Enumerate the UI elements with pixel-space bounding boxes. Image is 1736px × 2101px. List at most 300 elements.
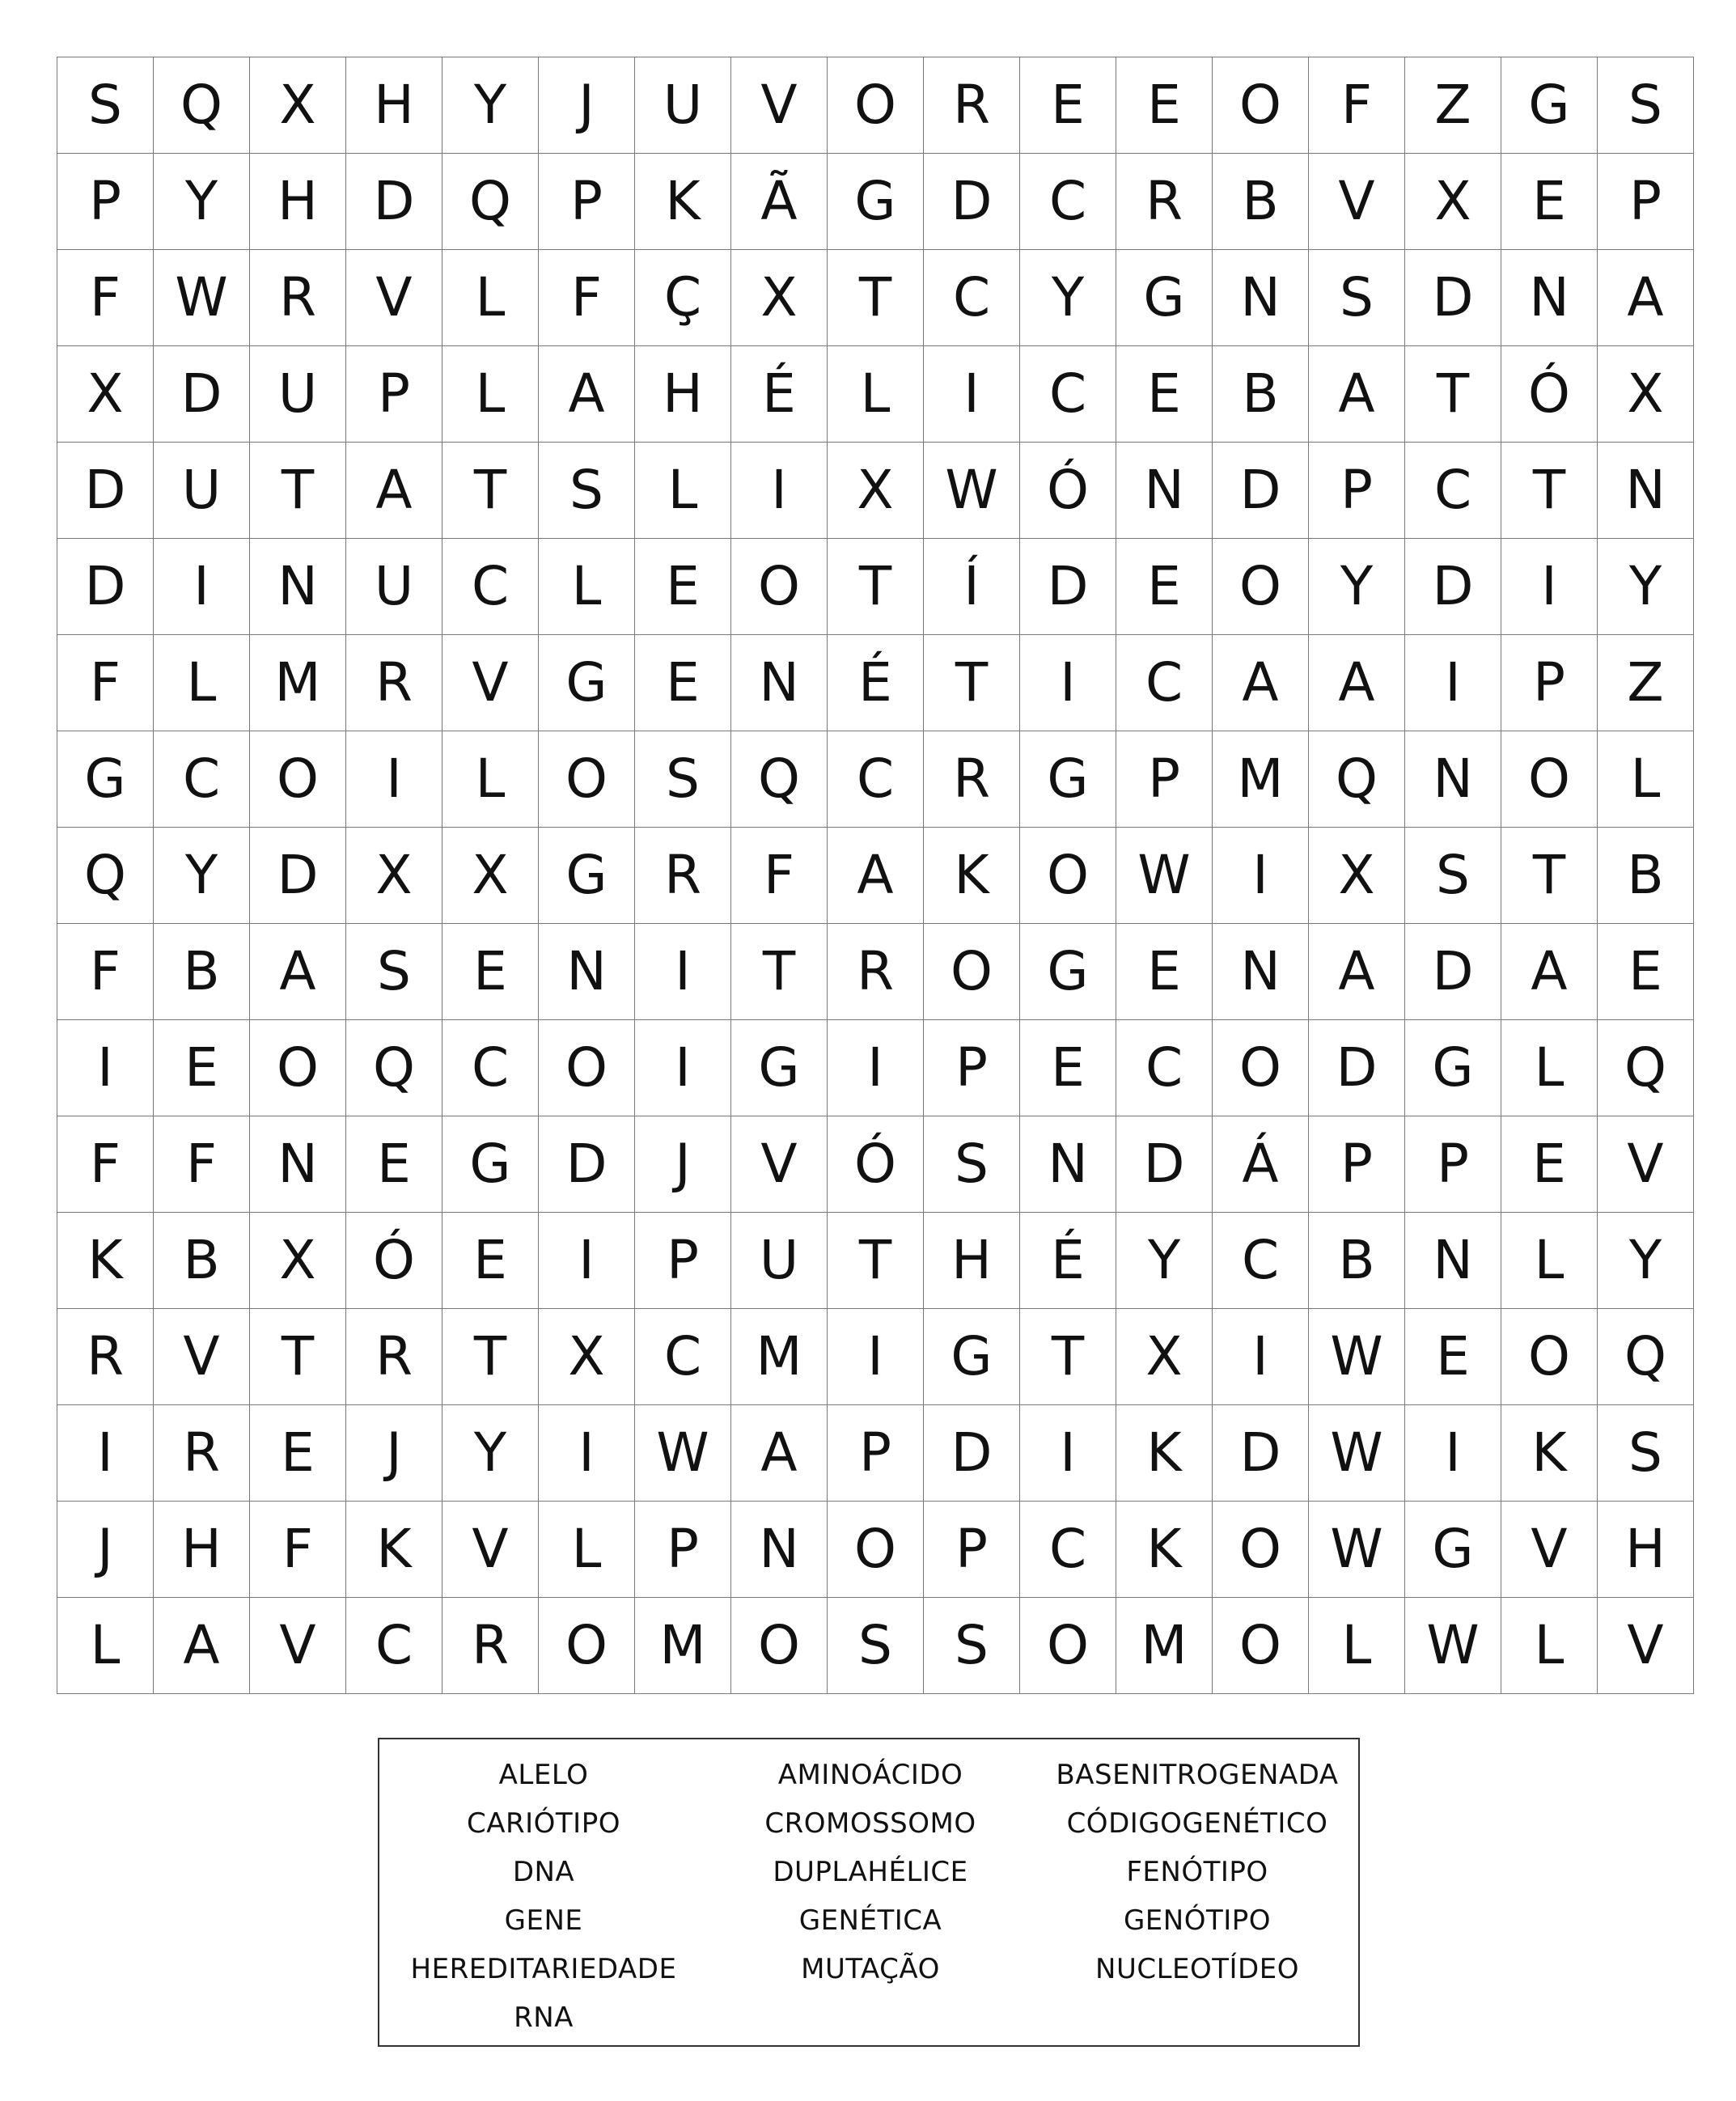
grid-cell[interactable]: I (346, 731, 442, 828)
grid-cell[interactable]: S (828, 1598, 924, 1694)
grid-cell[interactable]: F (57, 1116, 154, 1213)
grid-cell[interactable]: O (1020, 828, 1116, 924)
letter-grid (57, 57, 1694, 1694)
grid-cell[interactable]: O (924, 924, 1020, 1020)
grid-cell[interactable]: B (154, 924, 250, 1020)
grid-cell[interactable]: E (442, 1213, 539, 1309)
grid-cell[interactable]: B (154, 1213, 250, 1309)
grid-row (57, 828, 1694, 924)
grid-cell[interactable]: I (57, 1020, 154, 1116)
grid-cell[interactable]: O (539, 1598, 635, 1694)
grid-cell[interactable]: K (57, 1213, 154, 1309)
grid-cell[interactable]: A (539, 346, 635, 443)
grid-cell[interactable]: Q (731, 731, 828, 828)
grid-cell[interactable]: A (1309, 635, 1405, 731)
grid-cell[interactable]: I (57, 1405, 154, 1502)
grid-cell[interactable]: L (1501, 1213, 1598, 1309)
grid-cell[interactable]: T (250, 443, 346, 539)
grid-cell[interactable]: T (1501, 828, 1598, 924)
grid-cell[interactable]: S (1405, 828, 1501, 924)
grid-cell[interactable]: P (828, 1405, 924, 1502)
grid-cell[interactable]: K (1116, 1502, 1213, 1598)
grid-cell[interactable]: T (828, 250, 924, 346)
grid-cell[interactable]: V (731, 57, 828, 154)
grid-cell[interactable]: O (828, 57, 924, 154)
grid-cell[interactable]: T (442, 443, 539, 539)
grid-cell[interactable]: C (1020, 1502, 1116, 1598)
grid-cell[interactable]: B (1213, 346, 1309, 443)
grid-cell[interactable]: G (539, 635, 635, 731)
grid-cell[interactable]: E (1116, 57, 1213, 154)
grid-cell[interactable]: D (539, 1116, 635, 1213)
grid-cell[interactable]: R (346, 1309, 442, 1405)
grid-cell[interactable]: N (1501, 250, 1598, 346)
grid-cell[interactable]: O (828, 1502, 924, 1598)
grid-cell[interactable]: T (250, 1309, 346, 1405)
grid-cell[interactable]: A (731, 1405, 828, 1502)
grid-cell[interactable]: D (346, 154, 442, 250)
grid-cell[interactable]: E (1020, 1020, 1116, 1116)
grid-row (57, 539, 1694, 635)
word-list-item: CÓDIGOGENÉTICO (1066, 1807, 1328, 1840)
grid-cell[interactable]: Q (154, 57, 250, 154)
grid-cell[interactable]: N (539, 924, 635, 1020)
grid-cell[interactable]: X (1116, 1309, 1213, 1405)
grid-cell[interactable]: X (57, 346, 154, 443)
grid-cell[interactable]: A (828, 828, 924, 924)
grid-cell[interactable]: U (635, 57, 731, 154)
grid-cell[interactable]: W (1309, 1309, 1405, 1405)
grid-cell[interactable]: L (154, 635, 250, 731)
word-list-item: RNA (514, 2001, 574, 2034)
grid-cell[interactable]: T (731, 924, 828, 1020)
grid-cell[interactable]: D (154, 346, 250, 443)
grid-cell[interactable]: C (154, 731, 250, 828)
grid-cell[interactable]: S (1598, 57, 1694, 154)
grid-cell[interactable]: F (731, 828, 828, 924)
grid-cell[interactable]: T (442, 1309, 539, 1405)
grid-cell[interactable]: L (1501, 1598, 1598, 1694)
grid-cell[interactable]: A (154, 1598, 250, 1694)
grid-cell[interactable]: M (731, 1309, 828, 1405)
grid-cell[interactable]: O (731, 1598, 828, 1694)
grid-cell[interactable]: E (346, 1116, 442, 1213)
grid-cell[interactable]: Ó (1501, 346, 1598, 443)
grid-cell[interactable]: L (57, 1598, 154, 1694)
grid-cell[interactable]: S (1598, 1405, 1694, 1502)
grid-cell[interactable]: T (828, 1213, 924, 1309)
grid-cell[interactable]: P (539, 154, 635, 250)
grid-cell[interactable]: S (635, 731, 731, 828)
grid-cell[interactable]: E (442, 924, 539, 1020)
grid-cell[interactable]: É (828, 635, 924, 731)
grid-cell[interactable]: Y (1598, 1213, 1694, 1309)
grid-cell[interactable]: V (1309, 154, 1405, 250)
grid-cell[interactable]: N (250, 539, 346, 635)
grid-cell[interactable]: O (1501, 1309, 1598, 1405)
grid-cell[interactable]: G (731, 1020, 828, 1116)
grid-cell[interactable]: Ó (1020, 443, 1116, 539)
grid-cell[interactable]: T (1405, 346, 1501, 443)
word-list-item: FENÓTIPO (1126, 1856, 1268, 1888)
grid-cell[interactable]: A (1501, 924, 1598, 1020)
grid-cell[interactable]: F (250, 1502, 346, 1598)
grid-cell[interactable]: X (346, 828, 442, 924)
grid-cell[interactable]: L (1309, 1598, 1405, 1694)
grid-cell[interactable]: X (250, 1213, 346, 1309)
grid-cell[interactable]: X (539, 1309, 635, 1405)
grid-cell[interactable]: V (1501, 1502, 1598, 1598)
grid-cell[interactable]: G (1020, 731, 1116, 828)
grid-cell[interactable]: D (1020, 539, 1116, 635)
grid-cell[interactable]: H (635, 346, 731, 443)
grid-cell[interactable]: Y (1598, 539, 1694, 635)
grid-cell[interactable]: O (250, 731, 346, 828)
grid-cell[interactable]: O (1213, 57, 1309, 154)
grid-cell[interactable]: N (1213, 250, 1309, 346)
grid-cell[interactable]: H (924, 1213, 1020, 1309)
grid-cell[interactable]: N (250, 1116, 346, 1213)
grid-cell[interactable]: V (1598, 1598, 1694, 1694)
grid-cell[interactable]: G (924, 1309, 1020, 1405)
grid-cell[interactable]: U (731, 1213, 828, 1309)
grid-cell[interactable]: E (1116, 539, 1213, 635)
grid-cell[interactable]: C (1116, 1020, 1213, 1116)
grid-cell[interactable]: P (1405, 1116, 1501, 1213)
grid-cell[interactable]: I (1405, 1405, 1501, 1502)
grid-cell[interactable]: C (1020, 154, 1116, 250)
grid-cell[interactable]: A (1309, 346, 1405, 443)
grid-cell[interactable]: L (1501, 1020, 1598, 1116)
grid-cell[interactable]: N (731, 635, 828, 731)
grid-cell[interactable]: C (635, 1309, 731, 1405)
grid-cell[interactable]: S (346, 924, 442, 1020)
grid-cell[interactable]: L (635, 443, 731, 539)
grid-cell[interactable]: N (1116, 443, 1213, 539)
grid-cell[interactable]: C (1020, 346, 1116, 443)
grid-cell[interactable]: X (1309, 828, 1405, 924)
grid-cell[interactable]: G (539, 828, 635, 924)
grid-cell[interactable]: V (1598, 1116, 1694, 1213)
grid-cell[interactable]: I (828, 1309, 924, 1405)
grid-cell[interactable]: R (154, 1405, 250, 1502)
grid-cell[interactable]: G (1405, 1020, 1501, 1116)
grid-cell[interactable]: P (1501, 635, 1598, 731)
grid-cell[interactable]: I (828, 1020, 924, 1116)
grid-cell[interactable]: L (539, 1502, 635, 1598)
grid-cell[interactable]: Y (1116, 1213, 1213, 1309)
grid-cell[interactable]: O (1213, 1598, 1309, 1694)
grid-cell[interactable]: O (250, 1020, 346, 1116)
grid-cell[interactable]: A (346, 443, 442, 539)
grid-cell[interactable]: L (1598, 731, 1694, 828)
grid-cell[interactable]: G (442, 1116, 539, 1213)
grid-cell[interactable]: Q (57, 828, 154, 924)
grid-cell[interactable]: G (1116, 250, 1213, 346)
grid-cell[interactable]: V (442, 635, 539, 731)
grid-cell[interactable]: Q (1309, 731, 1405, 828)
grid-cell[interactable]: O (1020, 1598, 1116, 1694)
grid-cell[interactable]: H (250, 154, 346, 250)
grid-cell[interactable]: E (1501, 1116, 1598, 1213)
grid-cell[interactable]: P (1598, 154, 1694, 250)
grid-cell[interactable]: F (57, 635, 154, 731)
grid-cell[interactable]: C (828, 731, 924, 828)
grid-cell[interactable]: D (1405, 539, 1501, 635)
grid-cell[interactable]: U (346, 539, 442, 635)
grid-cell[interactable]: G (1405, 1502, 1501, 1598)
grid-cell[interactable]: X (828, 443, 924, 539)
grid-cell[interactable]: J (539, 57, 635, 154)
grid-cell[interactable]: O (539, 1020, 635, 1116)
grid-cell[interactable]: E (1020, 57, 1116, 154)
grid-cell[interactable]: A (1213, 635, 1309, 731)
grid-cell[interactable]: I (924, 346, 1020, 443)
grid-cell[interactable]: P (57, 154, 154, 250)
grid-cell[interactable]: P (635, 1502, 731, 1598)
grid-cell[interactable]: R (442, 1598, 539, 1694)
grid-cell[interactable]: R (924, 731, 1020, 828)
grid-cell[interactable]: I (1501, 539, 1598, 635)
grid-cell[interactable]: H (1598, 1502, 1694, 1598)
grid-cell[interactable]: S (924, 1598, 1020, 1694)
grid-cell[interactable]: O (731, 539, 828, 635)
grid-cell[interactable]: Z (1405, 57, 1501, 154)
grid-cell[interactable]: G (1501, 57, 1598, 154)
grid-cell[interactable]: J (346, 1405, 442, 1502)
grid-cell[interactable]: Y (442, 57, 539, 154)
grid-cell[interactable]: D (250, 828, 346, 924)
grid-cell[interactable]: C (1405, 443, 1501, 539)
grid-cell[interactable]: Í (924, 539, 1020, 635)
grid-cell[interactable]: I (1213, 1309, 1309, 1405)
grid-cell[interactable]: K (1116, 1405, 1213, 1502)
grid-cell[interactable]: D (1309, 1020, 1405, 1116)
grid-cell[interactable]: W (635, 1405, 731, 1502)
grid-cell[interactable]: D (1405, 250, 1501, 346)
grid-cell[interactable]: V (250, 1598, 346, 1694)
grid-cell[interactable]: F (57, 250, 154, 346)
grid-cell[interactable]: B (1598, 828, 1694, 924)
grid-cell[interactable]: P (924, 1502, 1020, 1598)
grid-cell[interactable]: K (924, 828, 1020, 924)
grid-cell[interactable]: C (346, 1598, 442, 1694)
grid-cell[interactable]: E (250, 1405, 346, 1502)
grid-cell[interactable]: C (1116, 635, 1213, 731)
grid-cell[interactable]: P (924, 1020, 1020, 1116)
grid-row (57, 635, 1694, 731)
grid-cell[interactable]: Y (1020, 250, 1116, 346)
grid-cell[interactable]: U (250, 346, 346, 443)
grid-cell[interactable]: V (731, 1116, 828, 1213)
grid-cell[interactable]: E (1116, 924, 1213, 1020)
grid-cell[interactable]: G (57, 731, 154, 828)
grid-cell[interactable]: I (1213, 828, 1309, 924)
grid-cell[interactable]: X (731, 250, 828, 346)
grid-cell[interactable]: T (924, 635, 1020, 731)
grid-cell[interactable]: R (924, 57, 1020, 154)
grid-cell[interactable]: Ó (828, 1116, 924, 1213)
grid-cell[interactable]: N (1020, 1116, 1116, 1213)
grid-cell[interactable]: F (539, 250, 635, 346)
grid-cell[interactable]: F (57, 924, 154, 1020)
grid-cell[interactable]: G (828, 154, 924, 250)
word-list-item: NUCLEOTÍDEO (1095, 1953, 1299, 1985)
grid-cell[interactable]: E (1598, 924, 1694, 1020)
grid-cell[interactable]: M (1213, 731, 1309, 828)
grid-cell[interactable]: I (635, 1020, 731, 1116)
grid-cell[interactable]: D (1116, 1116, 1213, 1213)
grid-cell[interactable]: P (1309, 443, 1405, 539)
grid-cell[interactable]: P (1309, 1116, 1405, 1213)
grid-cell[interactable]: D (1213, 1405, 1309, 1502)
grid-cell[interactable]: L (442, 250, 539, 346)
grid-cell[interactable]: B (1213, 154, 1309, 250)
grid-cell[interactable]: Á (1213, 1116, 1309, 1213)
grid-cell[interactable]: D (1213, 443, 1309, 539)
grid-cell[interactable]: T (828, 539, 924, 635)
grid-cell[interactable]: J (57, 1502, 154, 1598)
grid-cell[interactable]: C (442, 1020, 539, 1116)
grid-cell[interactable]: Ã (731, 154, 828, 250)
grid-cell[interactable]: H (154, 1502, 250, 1598)
grid-cell[interactable]: M (635, 1598, 731, 1694)
grid-cell[interactable]: R (828, 924, 924, 1020)
grid-cell[interactable]: Y (442, 1405, 539, 1502)
grid-cell[interactable]: T (1501, 443, 1598, 539)
word-list-column (709, 1751, 1032, 1993)
grid-cell[interactable]: O (1213, 1502, 1309, 1598)
grid-cell[interactable]: O (1213, 539, 1309, 635)
grid-cell[interactable]: W (154, 250, 250, 346)
grid-cell[interactable]: V (346, 250, 442, 346)
grid-cell[interactable]: R (346, 635, 442, 731)
grid-cell[interactable]: O (1213, 1020, 1309, 1116)
grid-cell[interactable]: O (1501, 731, 1598, 828)
grid-cell[interactable]: É (1020, 1213, 1116, 1309)
grid-cell[interactable]: J (635, 1116, 731, 1213)
grid-cell[interactable]: D (924, 154, 1020, 250)
grid-cell[interactable]: N (1405, 731, 1501, 828)
grid-cell[interactable]: I (1020, 635, 1116, 731)
grid-cell[interactable]: Q (442, 154, 539, 250)
grid-cell[interactable]: Q (346, 1020, 442, 1116)
grid-cell[interactable]: D (57, 539, 154, 635)
grid-cell[interactable]: R (635, 828, 731, 924)
grid-cell[interactable]: A (250, 924, 346, 1020)
grid-cell[interactable]: A (1309, 924, 1405, 1020)
grid-cell[interactable]: Q (1598, 1020, 1694, 1116)
grid-cell[interactable]: S (1309, 250, 1405, 346)
grid-cell[interactable]: M (250, 635, 346, 731)
grid-cell[interactable]: I (154, 539, 250, 635)
grid-cell[interactable]: W (1309, 1405, 1405, 1502)
grid-cell[interactable]: F (154, 1116, 250, 1213)
grid-cell[interactable]: T (1020, 1309, 1116, 1405)
grid-cell[interactable]: Z (1598, 635, 1694, 731)
grid-cell[interactable]: K (635, 154, 731, 250)
grid-cell[interactable]: I (539, 1405, 635, 1502)
grid-cell[interactable]: F (1309, 57, 1405, 154)
grid-cell[interactable]: E (154, 1020, 250, 1116)
grid-cell[interactable]: W (924, 443, 1020, 539)
grid-cell[interactable]: X (250, 57, 346, 154)
grid-cell[interactable]: V (442, 1502, 539, 1598)
grid-cell[interactable]: R (1116, 154, 1213, 250)
grid-cell[interactable]: R (57, 1309, 154, 1405)
grid-cell[interactable]: Y (154, 154, 250, 250)
grid-cell[interactable]: Y (1309, 539, 1405, 635)
grid-cell[interactable]: K (346, 1502, 442, 1598)
grid-cell[interactable]: I (635, 924, 731, 1020)
grid-cell[interactable]: D (924, 1405, 1020, 1502)
grid-cell[interactable]: C (442, 539, 539, 635)
grid-cell[interactable]: L (539, 539, 635, 635)
grid-cell[interactable]: X (442, 828, 539, 924)
grid-cell[interactable]: E (1501, 154, 1598, 250)
grid-cell[interactable]: W (1116, 828, 1213, 924)
grid-cell[interactable]: S (539, 443, 635, 539)
grid-cell[interactable]: E (635, 635, 731, 731)
grid-cell[interactable]: P (346, 346, 442, 443)
grid-cell[interactable]: Y (154, 828, 250, 924)
grid-cell[interactable]: Ó (346, 1213, 442, 1309)
grid-row (57, 250, 1694, 346)
grid-cell[interactable]: L (442, 346, 539, 443)
grid-cell[interactable]: N (1213, 924, 1309, 1020)
grid-cell[interactable]: D (57, 443, 154, 539)
grid-cell[interactable]: M (1116, 1598, 1213, 1694)
grid-cell[interactable]: K (1501, 1405, 1598, 1502)
grid-cell[interactable]: N (1598, 443, 1694, 539)
grid-cell[interactable]: Q (1598, 1309, 1694, 1405)
grid-cell[interactable]: H (346, 57, 442, 154)
grid-cell[interactable]: E (1405, 1309, 1501, 1405)
grid-cell[interactable]: D (1405, 924, 1501, 1020)
grid-cell[interactable]: E (635, 539, 731, 635)
grid-cell[interactable]: É (731, 346, 828, 443)
grid-cell[interactable]: I (731, 443, 828, 539)
grid-cell[interactable]: X (1598, 346, 1694, 443)
grid-cell[interactable]: L (442, 731, 539, 828)
grid-cell[interactable]: L (828, 346, 924, 443)
grid-cell[interactable]: C (1213, 1213, 1309, 1309)
grid-cell[interactable]: I (539, 1213, 635, 1309)
grid-cell[interactable]: C (924, 250, 1020, 346)
grid-cell[interactable]: Ç (635, 250, 731, 346)
grid-cell[interactable]: X (1405, 154, 1501, 250)
grid-cell[interactable]: N (1405, 1213, 1501, 1309)
grid-cell[interactable]: U (154, 443, 250, 539)
grid-cell[interactable]: W (1309, 1502, 1405, 1598)
grid-cell[interactable]: P (635, 1213, 731, 1309)
grid-cell[interactable]: W (1405, 1598, 1501, 1694)
grid-cell[interactable]: S (924, 1116, 1020, 1213)
word-list-item: HEREDITARIEDADE (410, 1953, 677, 1985)
grid-cell[interactable]: G (1020, 924, 1116, 1020)
grid-cell[interactable]: I (1020, 1405, 1116, 1502)
grid-cell[interactable]: N (731, 1502, 828, 1598)
grid-cell[interactable]: O (539, 731, 635, 828)
grid-cell[interactable]: S (57, 57, 154, 154)
grid-cell[interactable]: B (1309, 1213, 1405, 1309)
grid-cell[interactable]: E (1116, 346, 1213, 443)
grid-cell[interactable]: I (1405, 635, 1501, 731)
grid-cell[interactable]: V (154, 1309, 250, 1405)
grid-cell[interactable]: A (1598, 250, 1694, 346)
grid-cell[interactable]: R (250, 250, 346, 346)
grid-cell[interactable]: P (1116, 731, 1213, 828)
